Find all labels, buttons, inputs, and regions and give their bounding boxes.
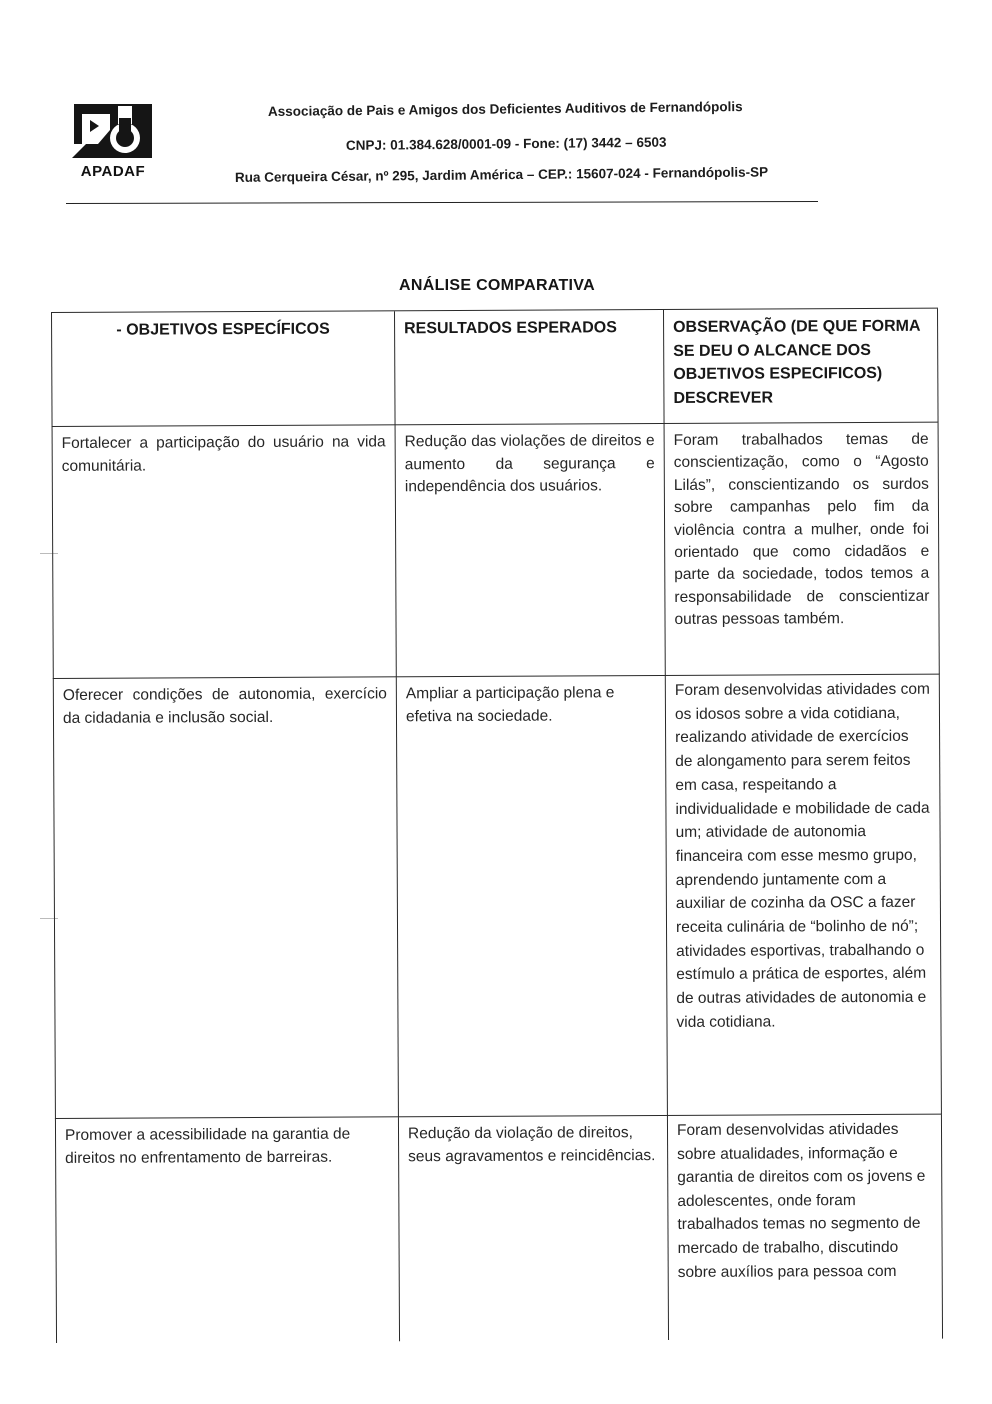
table-row [53, 674, 942, 1119]
table-header-row [51, 308, 939, 427]
org-name: Associação de Pais e Amigos dos Deficientes Auditivos de Fernandópolis [267, 99, 743, 119]
observacao-cell: Foram trabalhados temas de conscientização, como o “Agosto Lilás”, conscientizando os surdos sobre campanhas pelo fim da violência contra a mulher, onde foi orientado que como cidadãos e parte da sociedade, todos temos a responsabilidade de conscientizar outras pessoas também. [664, 423, 940, 676]
comparative-analysis-table [51, 308, 943, 1342]
document-title: ANÁLISE COMPARATIVA [399, 277, 595, 294]
objetivo-cell: Oferecer condições de autonomia, exercício da cidadania e inclusão social. [53, 677, 398, 1119]
objetivo-cell: Promover a acessibilidade na garantia de direitos no enfrentamento de barreiras. [55, 1117, 399, 1343]
address-line: Rua Cerqueira César, nº 295, Jardim América – CEP.: 15607-024 - Fernandópolis-SP [234, 164, 769, 185]
resultado-cell: Ampliar a participação plena e efetiva na sociedade. [396, 676, 667, 1117]
observacao-cell: Foram desenvolvidas atividades sobre atualidades, informação e garantia de direitos com os jovens e adolescentes, onde foram trabalhados temas no segmento de mercado de trabalho, discutindo sobre auxílios para pessoa com [667, 1115, 943, 1340]
resultado-cell: Redução da violação de direitos, seus agravamentos e reincidências. [398, 1116, 668, 1341]
header-divider [66, 201, 818, 204]
observacao-cell: Foram desenvolvidas atividades com os idosos sobre a vida cotidiana, realizando atividade de exercícios de alongamento para serem feitos em casa, respeitando a individualidade e mobilidade de cada um; atividade de autonomia financeira com esse mesmo grupo, aprendendo juntamente com a auxiliar de cozinha da OSC a fazer receita culinária de “bolinho de nó”; atividades esportivas, trabalhando o estímulo a prática de esportes, além de outras atividades de autonomia e vida cotidiana. [665, 675, 942, 1116]
logo-text: APADAF [80, 163, 146, 180]
header-resultados: RESULTADOS ESPERADOS [394, 310, 664, 425]
header-observacao: OBSERVAÇÃO (DE QUE FORMA SE DEU O ALCANCE DOS OBJETIVOS ESPECIFICOS) DESCREVER [663, 309, 939, 424]
objetivo-cell: Fortalecer a participação do usuário na vida comunitária. [52, 425, 396, 679]
cnpj-phone-line: CNPJ: 01.384.628/0001-09 - Fone: (17) 3442 – 6503 [345, 134, 667, 153]
resultado-cell: Redução das violações de direitos e aumento da segurança e independência dos usuários. [395, 424, 665, 677]
table-row [52, 422, 940, 679]
apadaf-logo [68, 100, 158, 182]
header-objetivos: - OBJETIVOS ESPECÍFICOS [51, 311, 395, 427]
table-row [55, 1114, 943, 1343]
apadaf-logo-icon [68, 100, 156, 162]
